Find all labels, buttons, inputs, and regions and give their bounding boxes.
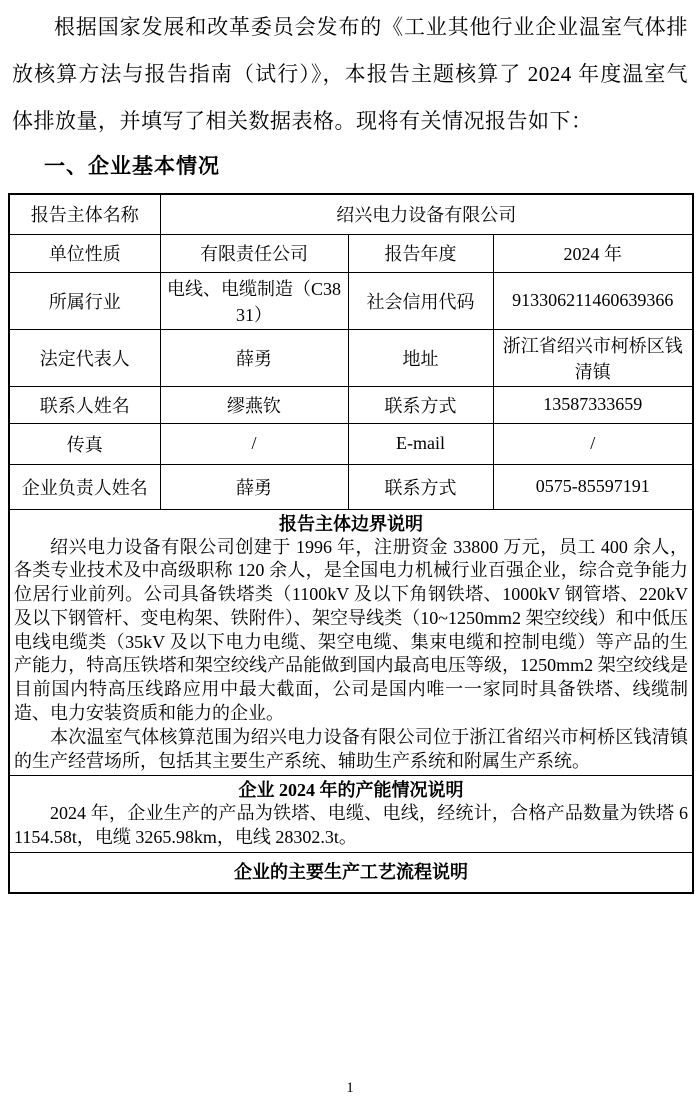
table-row bbox=[9, 272, 693, 329]
company-info-table bbox=[8, 193, 694, 894]
row-value: 电线、电缆制造（C3831） bbox=[160, 272, 348, 329]
row-label: E-mail bbox=[348, 423, 493, 464]
row-label: 社会信用代码 bbox=[348, 272, 493, 329]
row-label: 联系方式 bbox=[348, 464, 493, 509]
boundary-section bbox=[9, 509, 693, 776]
row-label: 传真 bbox=[9, 423, 160, 464]
row-value: 0575-85597191 bbox=[493, 464, 693, 509]
boundary-section-paragraph: 绍兴电力设备有限公司创建于 1996 年，注册资金 33800 万元，员工 400 余人，各类专业技术及中高级职称 120 余人，是全国电力机械行业百强企业，综合竞争能力位居行业前列。公司具备铁塔类（1100kV 及以下角钢铁塔、1000kV 钢管塔、220kV 及以下钢管杆、变电构架、铁附件）、架空导线类（10~1250mm2 架空绞线）和中低压电线电缆类（35kV 及以下电力电缆、架空电缆、集束电缆和控制电缆）等产品的生产能力，特高压铁塔和架空绞线产品能做到国内最高电压等级，1250mm2 架空绞线是目前国内特高压线路应用中最大截面，公司是国内唯一一家同时具备铁塔、线缆制造、电力安装资质和能力的企业。 bbox=[14, 536, 689, 724]
row-value: 有限责任公司 bbox=[160, 234, 348, 272]
row-value: 薛勇 bbox=[160, 464, 348, 509]
table-row bbox=[9, 464, 693, 509]
row-value: 2024 年 bbox=[493, 234, 693, 272]
row-value: 913306211460639366 bbox=[493, 272, 693, 329]
capacity-section bbox=[9, 776, 693, 853]
table-section-row bbox=[9, 776, 693, 853]
table-section-row bbox=[9, 509, 693, 776]
row-value: / bbox=[160, 423, 348, 464]
row-label: 报告年度 bbox=[348, 234, 493, 272]
row-label: 联系人姓名 bbox=[9, 386, 160, 423]
row-value: 绍兴电力设备有限公司 bbox=[160, 194, 693, 234]
row-value: 缪燕钦 bbox=[160, 386, 348, 423]
process-section bbox=[9, 853, 693, 893]
table-row bbox=[9, 423, 693, 464]
page-number: 1 bbox=[346, 1080, 354, 1096]
row-label: 地址 bbox=[348, 329, 493, 386]
row-value: 薛勇 bbox=[160, 329, 348, 386]
table-row bbox=[9, 386, 693, 423]
row-label: 报告主体名称 bbox=[9, 194, 160, 234]
boundary-section-title: 报告主体边界说明 bbox=[279, 513, 424, 534]
row-label: 单位性质 bbox=[9, 234, 160, 272]
row-value: / bbox=[493, 423, 693, 464]
row-label: 企业负责人姓名 bbox=[9, 464, 160, 509]
section-heading: 一、企业基本情况 bbox=[44, 154, 220, 178]
boundary-section-paragraph: 本次温室气体核算范围为绍兴电力设备有限公司位于浙江省绍兴市柯桥区钱清镇的生产经营场所，包括其主要生产系统、辅助生产系统和附属生产系统。 bbox=[14, 726, 689, 771]
process-section-title: 企业的主要生产工艺流程说明 bbox=[234, 862, 469, 883]
row-value: 13587333659 bbox=[493, 386, 693, 423]
table-section-row bbox=[9, 853, 693, 893]
table-row bbox=[9, 194, 693, 234]
row-value: 浙江省绍兴市柯桥区钱清镇 bbox=[493, 329, 693, 386]
intro-paragraph: 根据国家发展和改革委员会发布的《工业其他行业企业温室气体排放核算方法与报告指南（试行）》，本报告主题核算了 2024 年度温室气体排放量，并填写了相关数据表格。现将有关情况报告如下： bbox=[12, 15, 688, 133]
table-row bbox=[9, 234, 693, 272]
row-label: 联系方式 bbox=[348, 386, 493, 423]
capacity-section-title: 企业 2024 年的产能情况说明 bbox=[238, 780, 464, 801]
table-row bbox=[9, 329, 693, 386]
capacity-section-paragraph: 2024 年，企业生产的产品为铁塔、电缆、电线，经统计，合格产品数量为铁塔 61154.58t，电缆 3265.98km，电线 28302.3t。 bbox=[14, 803, 689, 848]
row-label: 法定代表人 bbox=[9, 329, 160, 386]
document-page bbox=[0, 4, 700, 1102]
row-label: 所属行业 bbox=[9, 272, 160, 329]
